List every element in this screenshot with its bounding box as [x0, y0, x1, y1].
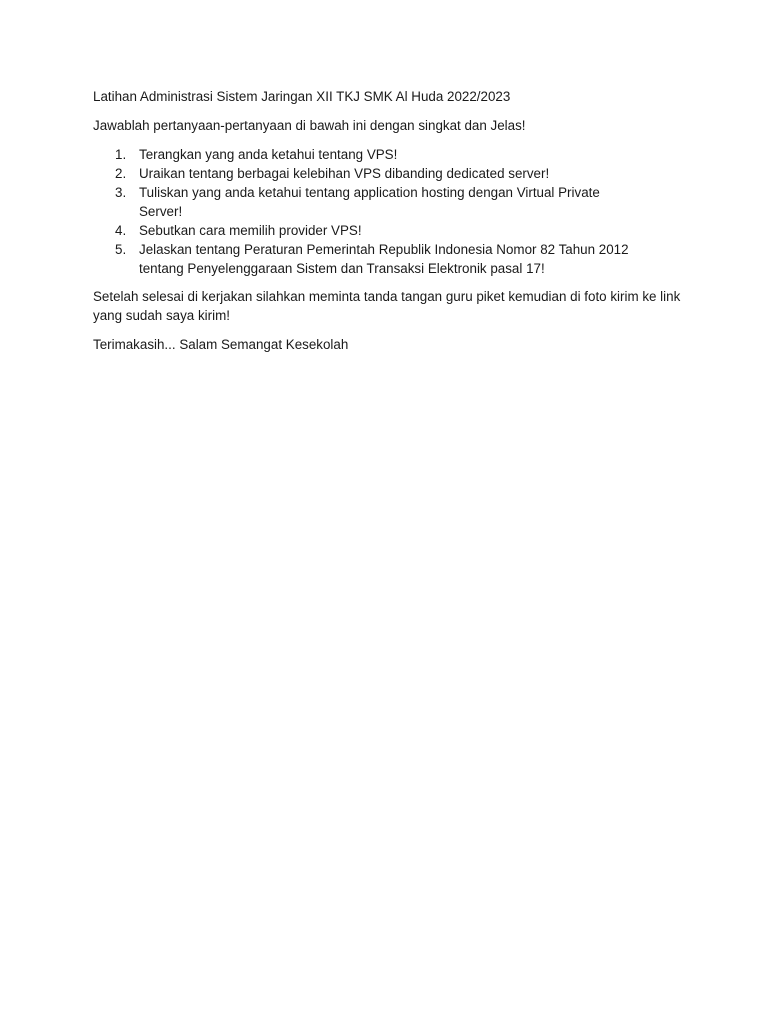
question-item — [93, 221, 683, 240]
question-text: Jelaskan tentang Peraturan Pemerintah Republik Indonesia Nomor 82 Tahun 2012 tentang Penyelenggaraan Sistem dan Transaksi Elektronik pasal 17! — [139, 242, 629, 276]
question-text: Uraikan tentang berbagai kelebihan VPS dibanding dedicated server! — [139, 166, 550, 181]
sign-off: Terimakasih... Salam Semangat Kesekolah — [93, 337, 349, 352]
question-item — [93, 183, 683, 221]
question-item — [93, 145, 683, 164]
question-number: 3. — [115, 185, 127, 200]
question-item — [93, 240, 683, 278]
question-number: 5. — [115, 242, 127, 257]
question-text: Sebutkan cara memilih provider VPS! — [139, 223, 362, 238]
question-list — [93, 145, 683, 278]
question-text: Terangkan yang anda ketahui tentang VPS! — [139, 147, 398, 162]
question-number: 4. — [115, 223, 127, 238]
closing-instruction: Setelah selesai di kerjakan silahkan meminta tanda tangan guru piket kemudian di foto kirim ke link yang sudah saya kirim! — [93, 289, 681, 323]
question-item — [93, 164, 683, 183]
document-title: Latihan Administrasi Sistem Jaringan XII TKJ SMK Al Huda 2022/2023 — [93, 89, 511, 104]
question-text: Tuliskan yang anda ketahui tentang application hosting dengan Virtual Private Server! — [139, 185, 600, 219]
question-number: 2. — [115, 166, 127, 181]
question-number: 1. — [115, 147, 127, 162]
instruction-text: Jawablah pertanyaan-pertanyaan di bawah ini dengan singkat dan Jelas! — [93, 118, 526, 133]
document-body — [93, 87, 683, 364]
